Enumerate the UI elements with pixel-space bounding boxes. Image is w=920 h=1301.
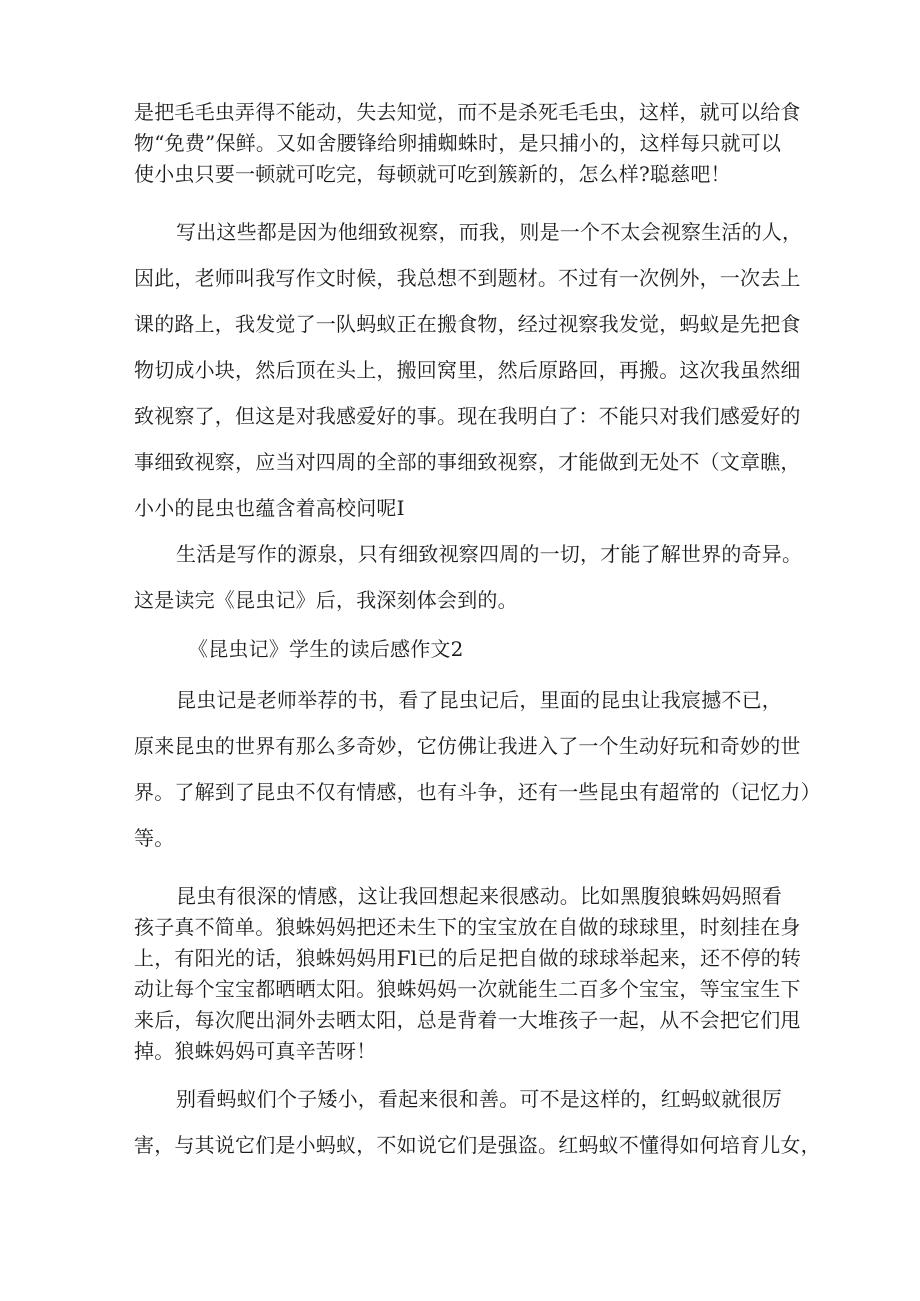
text-line: 致视察了，但这是对我感爱好的事。现在我明白了：不能只对我们感爱好的 — [134, 404, 801, 428]
text-line: 来后，每次爬出洞外去晒太阳，总是背着一大堆孩子一起，从不会把它们甩 — [134, 1008, 801, 1032]
text-line: 写出这些都是因为他细致视察，而我，则是一个不太会视察生活的人， — [176, 220, 803, 244]
text-line: 上，有阳光的话，狼蛛妈妈用Fl已的后足把自做的球球举起来，还不停的转 — [134, 946, 802, 970]
text-line: 这是读完《昆虫记》后，我深刻体会到的。 — [134, 588, 518, 612]
section-heading: 《昆虫记》学生的读后感作文2 — [188, 637, 464, 661]
text-line: 别看蚂蚁们个子矮小，看起来很和善。可不是这样的，红蚂蚁就很厉 — [176, 1087, 782, 1111]
text-line: 原来昆虫的世界有那么多奇妙，它仿佛让我进入了一个生动好玩和奇妙的世 — [134, 734, 801, 758]
text-line: 小小的昆虫也蕴含着高校问呢I — [134, 496, 405, 520]
text-line: 因此，老师叫我写作文时候，我总想不到题材。不过有一次例外，一次去上 — [134, 266, 801, 290]
text-line: 是把毛毛虫弄得不能动，失去知觉，而不是杀死毛毛虫，这样，就可以给食 — [134, 100, 801, 124]
text-line: 课的路上，我发觉了一队蚂蚁正在搬食物，经过视察我发觉，蚂蚁是先把食 — [134, 312, 801, 336]
text-line: 动让每个宝宝都晒晒太阳。狼蛛妈妈一次就能生二百多个宝宝，等宝宝生下 — [134, 977, 801, 1001]
text-line: 害，与其说它们是小蚂蚁，不如说它们是强盗。红蚂蚁不懂得如何培育儿女， — [134, 1133, 821, 1157]
text-line: 生活是写作的源泉，只有细致视察四周的一切，才能了解世界的奇异。 — [176, 542, 803, 566]
text-line: 物“免费”保鲜。又如舍腰锋给卵捕蜘蛛时，是只捕小的，这样每只就可以 — [134, 131, 782, 155]
text-line: 界。了解到了昆虫不仅有情感，也有斗争，还有一些昆虫有超常的（记忆力） — [134, 780, 821, 804]
text-line: 事细致视察，应当对四周的全部的事细致视察，才能做到无处不（文章瞧， — [134, 450, 801, 474]
text-line: 物切成小块，然后顶在头上，搬回窝里，然后原路回，再搬。这次我虽然细 — [134, 358, 801, 382]
text-line: 掉。狼蛛妈妈可真辛苦呀！ — [134, 1039, 377, 1063]
text-line: 使小虫只要一顿就可吃完，每顿就可吃到簇新的，怎么样?聪慈吧！ — [134, 162, 731, 186]
text-line: 孩子真不简单。狼蛛妈妈把还未生下的宝宝放在自做的球球里，时刻挂在身 — [134, 915, 801, 939]
text-line: 昆虫记是老师举荐的书，看了昆虫记后，里面的昆虫让我宸撼不已， — [176, 688, 782, 712]
text-line: 等。 — [134, 826, 175, 850]
text-line: 昆虫有很深的情感，这让我回想起来很感动。比如黑腹狼蛛妈妈照看 — [176, 884, 782, 908]
